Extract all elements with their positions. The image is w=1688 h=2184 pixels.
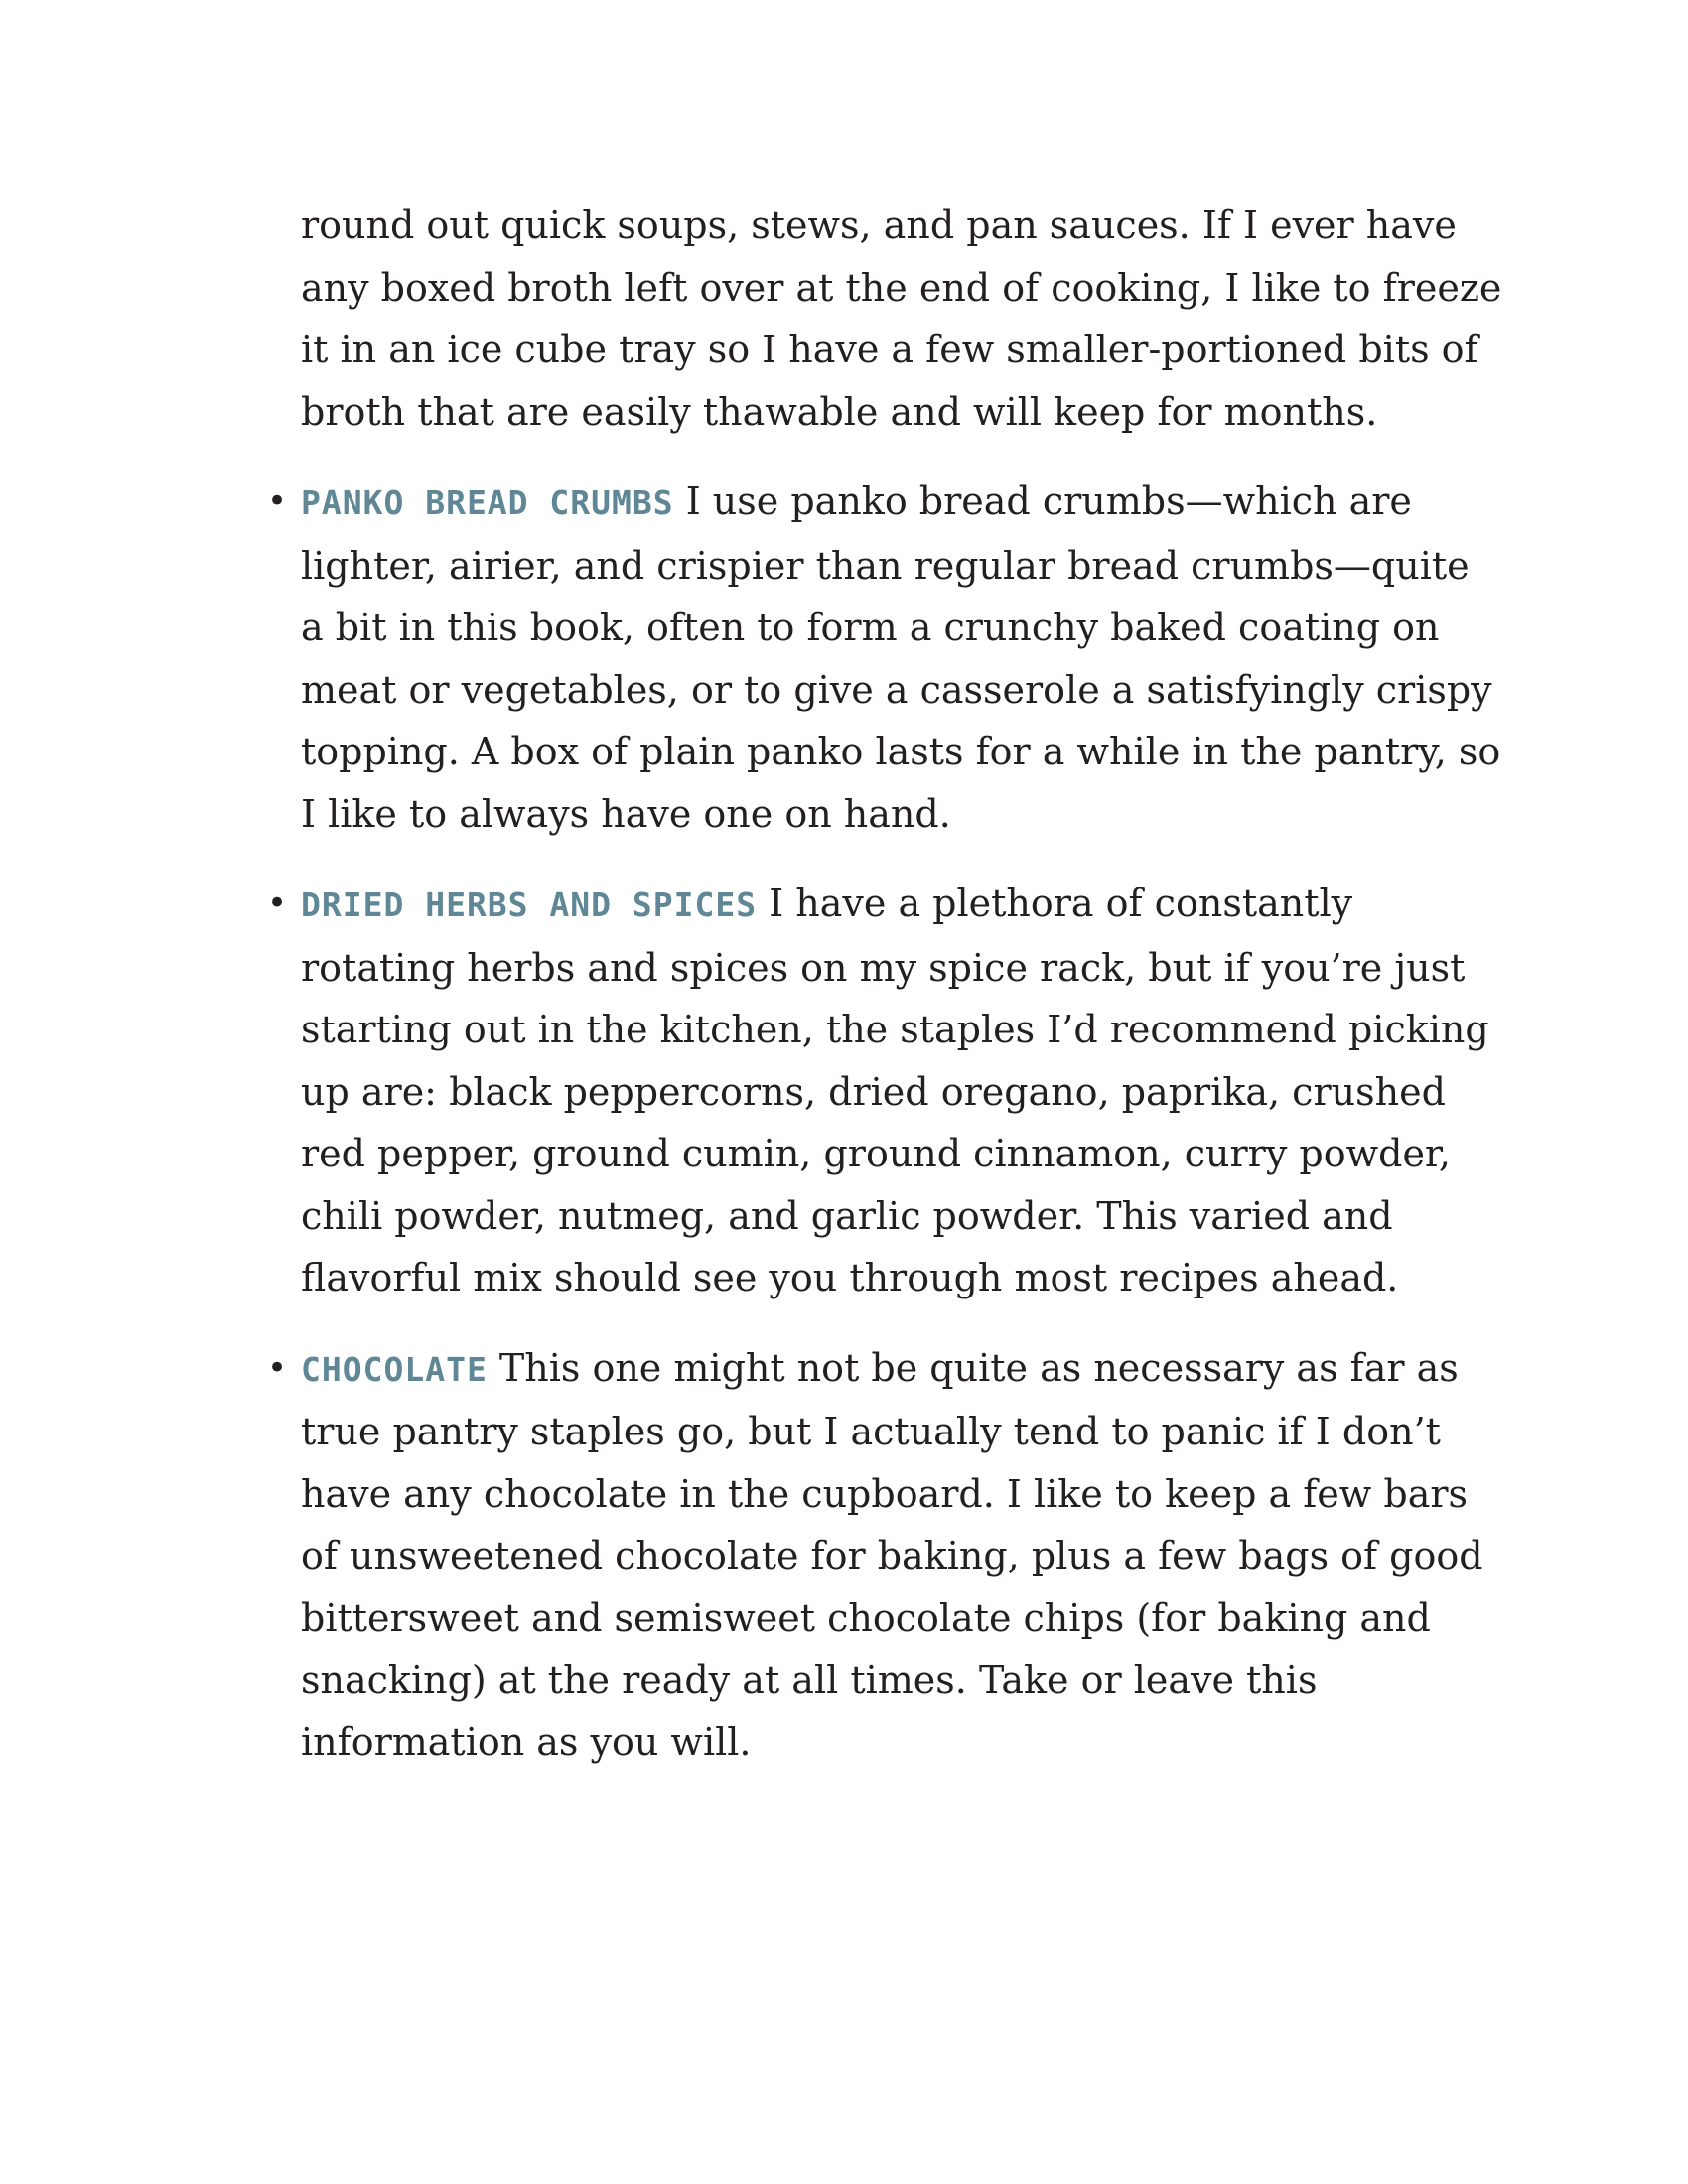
bullet-icon: • <box>267 1347 288 1388</box>
page-content <box>267 195 1502 1801</box>
item-term: CHOCOLATE <box>301 1349 488 1389</box>
intro-paragraph: round out quick soups, stews, and pan sauces. If I ever have any boxed broth left over at the end of cooking, I like to freeze it in an ice cube tray so I have a few smaller-portioned bits of broth that are easily thawable and will keep for months. <box>301 204 1502 434</box>
item-description: This one might not be quite as necessary as far as true pantry staples go, but I actually tend to panic if I don’t have any chocolate in the cupboard. I like to keep a few bars of unsweetened chocolate for baking, plus a few bags of good bittersweet and semisweet chocolate chips (for baking and snacking) at the ready at all times. Take or leave this information as you will. <box>301 1345 1483 1764</box>
list-item-herbs-spices <box>267 873 1502 1309</box>
list-item-panko <box>267 471 1502 845</box>
pantry-staples-list <box>267 471 1502 1773</box>
list-item-chocolate <box>267 1337 1502 1774</box>
bullet-icon: • <box>267 884 288 923</box>
item-description: I have a plethora of constantly rotating herbs and spices on my spice rack, but if you’re just starting out in the kitchen, the staples I’d recommend picking up are: black peppercorns, dried oregano, paprika, crushed red pepper, ground cumin, ground cinnamon, curry powder, chili powder, nutmeg, and garlic powder. This varied and flavorful mix should see you through most recipes ahead. <box>301 882 1489 1299</box>
bullet-icon: • <box>267 481 288 521</box>
item-description: I use panko bread crumbs—which are lighter, airier, and crispier than regular bread crumbs—quite a bit in this book, often to form a crunchy baked coating on meat or vegetables, or to give a casserole a satisfyingly crispy topping. A box of plain panko lasts for a while in the pantry, so I like to always have one on hand. <box>301 479 1501 836</box>
item-term: DRIED HERBS AND SPICES <box>301 886 758 924</box>
item-term: PANKO BREAD CRUMBS <box>301 483 674 522</box>
